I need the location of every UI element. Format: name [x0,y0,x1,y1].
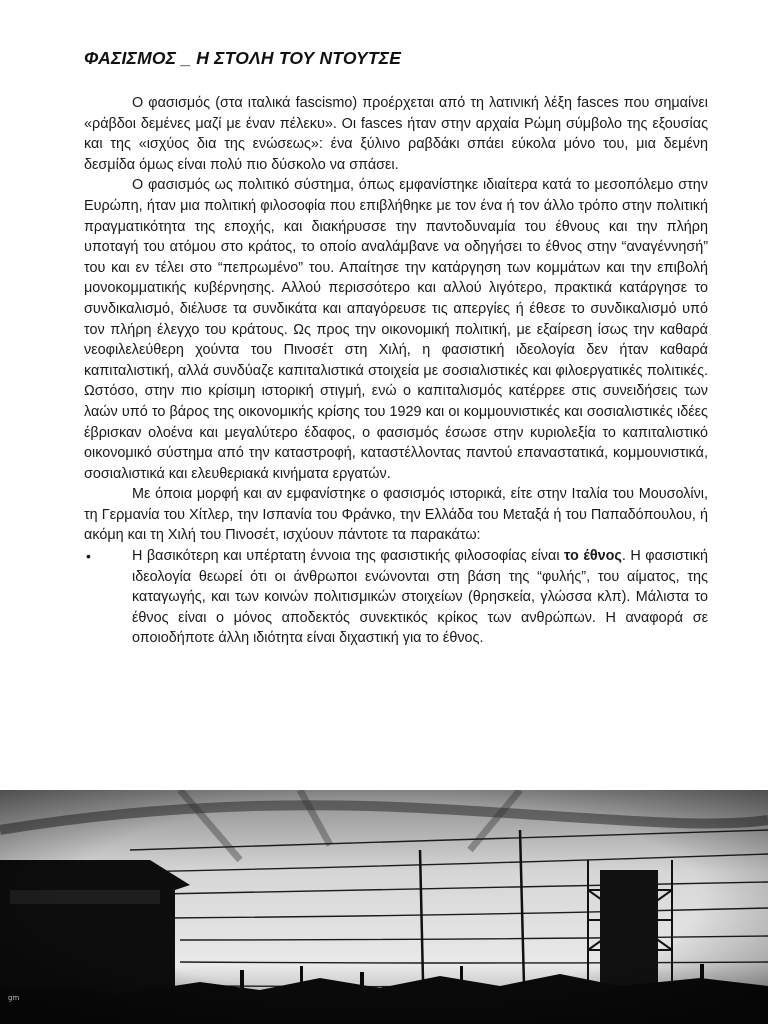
page-title: ΦΑΣΙΣΜΟΣ _ Η ΣΤΟΛΗ ΤΟΥ ΝΤΟΥΤΣΕ [84,48,402,68]
bullet-bold-text: το έθνος [564,548,622,565]
photo-credit: gm [8,994,20,1002]
barbed-wire-photo [0,790,768,1024]
paragraph-1: Ο φασισμός (στα ιταλικά fascismo) προέρχεται από τη λατινική λέξη fasces που σημαίνει «ράβδοι δεμένες μαζί με έναν πέλεκυ». Οι fasces ήταν στην αρχαία Ρώμη σύμβολο της εξουσίας και της «ισχύος δια της ενώσεως»: ένα ξύλινο ραβδάκι σπάει εύκολα μόνο του, μια δεμένη δεσμίδα όμως είναι πολύ πιο δύσκολο να σπάσει. [84,95,708,173]
body-text [84,93,708,649]
bullet-marker: • [86,548,91,565]
bullet-text-end: . Η φασιστική ιδεολογία θεωρεί ότι οι άνθρωποι ενώνονται στη βάση της “φυλής”, του αίματος, της καταγωγής, και των κοινών πολιτισμικών στοιχείων (θρησκεία, γλώσσα κλπ). Μάλιστα το έθνος είναι ο μόνος αποδεκτός συνεκτικός κρίκος των ανθρώπων. Η αναφορά σε οποιοδήποτε άλλη ιδιότητα είναι διχαστική για το έθνος. [132,548,708,647]
bullet-text-start: Η βασικότερη και υπέρτατη έννοια της φασιστικής φιλοσοφίας είναι [132,548,565,565]
paragraph-3: Με όποια μορφή και αν εμφανίστηκε ο φασισμός ιστορικά, είτε στην Ιταλία του Μουσολίνι, τη Γερμανία του Χίτλερ, την Ισπανία του Φράνκο, την Ελλάδα του Μεταξά ή του Παπαδόπουλου, ή ακόμη και τη Χιλή του Πινοσέτ, ισχύουν πάντοτε τα παρακάτω: [84,486,708,544]
paragraph-2: Ο φασισμός ως πολιτικό σύστημα, όπως εμφανίστηκε ιδιαίτερα κατά το μεσοπόλεμο στην Ευρώπη, ήταν μια πολιτική φιλοσοφία που επιβλήθηκε με τον ένα ή τον άλλο τρόπο στην πολιτική πραγματικότητα της εποχής, και διακήρυσσε την παντοδυναμία του έθνους και την πλήρη υποταγή του ατόμου στο κράτος, το οποίο αναλάμβανε να οδηγήσει το έθνος στην “αναγέννησή” του και εν τέλει στο “πεπρωμένο” του. Απαίτησε την κατάργηση των κομμάτων και την επιβολή μονοκομματικής κυβέρνησης. Αλλού περισσότερο και αλλού λιγότερο, πρακτικά κατάργησε το συνδικαλισμό, διέλυσε τα συνδικάτα και απαγόρευσε τις απεργίες ή έθεσε το συνδικαλισμό υπό τον πλήρη έλεγχο του κράτους. Ως προς την οικονομική πολιτική, με εξαίρεση ίσως την καθαρά νεοφιλελεύθερη χούντα του Πινοσέτ στη Χιλή, η φασιστική ιδεολογία δεν ήταν καθαρά καπιταλιστική, αλλά συνδύαζε καπιταλιστικά στοιχεία με σοσιαλιστικές και φιλοεργατικές πολιτικές. Ωστόσο, στην πιο κρίσιμη ιστορική στιγμή, ενώ ο καπιταλισμός κατέρρεε στις συνειδήσεις των λαών υπό το βάρος της οικονομικής κρίσης του 1929 και οι κομμουνιστικές και σοσιαλιστικές ιδέες έβρισκαν ολοένα και μεγαλύτερο έδαφος, ο φασισμός έσωσε στην κυριολεξία το καπιταλιστικό οικονομικό σύστημα από την καταστροφή, καταστέλλοντας παντού επαναστατικά, κομμουνιστικά, σοσιαλιστικά και ελευθεριακά κινήματα εργατών. [84,177,708,482]
bullet-item [84,546,708,649]
